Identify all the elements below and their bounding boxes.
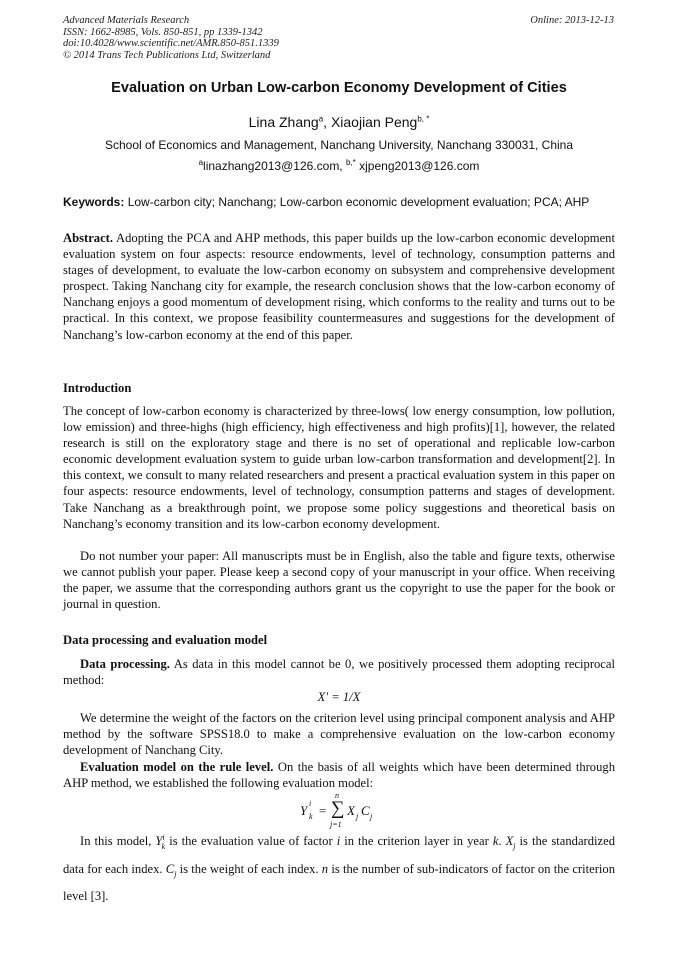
keywords-text: Low-carbon city; Nanchang; Low-carbon economic development evaluation; PCA; AHP <box>127 195 590 209</box>
inline-math: C <box>165 861 175 876</box>
explanation-text: is the weight of each index. <box>176 861 322 876</box>
introduction-paragraph: The concept of low-carbon economy is characterized by three-lows( low energy consumption, low pollution, low emission) and three-highs (high efficiency, high effectiveness and high profits)[1], however, the related research is still on the exploratory stage and there is no set of operational and replicable low-carbon economic development evaluation system to guide urban low-carbon transformation and development[2]. In this context, we consult to many related researchers and present a practical evaluation system in this paper on four aspects: resource endowments, level of technology, consumption patterns and stages of development. Take Nanchang as a breakthrough point, we propose some policy suggestions and theoretical basis on Nanchang’s economy transition and its low-carbon economy development. <box>63 404 615 531</box>
data-processing-label: Data processing. <box>80 657 170 671</box>
authors-line <box>0 114 678 130</box>
abstract-text: Adopting the PCA and AHP methods, this paper builds up the low-carbon economic development evaluation system on four aspects: resource endowments, level of technology, consumption patterns and stages of development, to evaluate the low-carbon economy on subsystem and comprehensive development prospect. Taking Nanchang city for example, the research conclusion shows that the low-carbon economy of Nanchang enjoys a good momentum of development rising, which conforms to the reality and turns out to be practical. In this context, we propose feasibility countermeasures and suggestions for the development of Nanchang’s low-carbon economy at the end of this paper. <box>63 231 615 342</box>
email-address: xjpeng2013@126.com <box>359 159 480 173</box>
author-separator: , <box>323 114 331 130</box>
emails-line <box>0 159 678 173</box>
inline-math-sub: k <box>161 841 166 851</box>
inline-math: i <box>336 834 341 848</box>
explanation-text: . <box>498 834 506 848</box>
explanation-text: in the criterion layer in year <box>340 834 493 848</box>
online-date: Online: 2013-12-13 <box>530 15 614 26</box>
inline-math-sub: j <box>513 841 516 851</box>
introduction-heading: Introduction <box>63 381 132 395</box>
author-name: Lina Zhang <box>248 114 319 130</box>
weight-paragraph: We determine the weight of the factors on the criterion level using principal component analysis and AHP method by the software SPSS18.0 to make a comprehensive evaluation on the low-carbon economy development of Nanchang City. <box>63 711 615 758</box>
keywords-line <box>63 195 623 209</box>
evaluation-model-text: On the basis of all weights which have been determined through AHP method, we established the following evaluation model: <box>63 760 615 791</box>
issn-line: ISSN: 1662-8985, Vols. 850-851, pp 1339-1342 <box>63 26 263 38</box>
summation-symbol: ∑ <box>331 798 345 819</box>
equation-variable: X <box>347 803 355 818</box>
equation-variable: C <box>361 803 370 818</box>
explanation-text: is the evaluation value of factor <box>165 834 337 848</box>
equation-lhs-sup: i <box>309 799 312 808</box>
doi-line: doi:10.4028/www.scientific.net/AMR.850-851.1339 <box>63 38 279 49</box>
author-superscript: a <box>318 114 324 124</box>
equation-lhs: Y <box>300 803 308 818</box>
journal-header <box>63 15 279 61</box>
model-explanation-paragraph <box>63 830 615 907</box>
data-processing-paragraph <box>63 656 615 688</box>
evaluation-model-label: Evaluation model on the rule level. <box>80 760 274 774</box>
email-address: linazhang2013@126.com, <box>203 159 343 173</box>
abstract-paragraph <box>63 230 615 343</box>
email-superscript: b,* <box>346 158 356 167</box>
inline-math: X <box>505 834 514 848</box>
inline-math-sub: j <box>174 869 177 879</box>
author-name: Xiaojian Peng <box>330 114 418 130</box>
equation-upper-limit: n <box>335 791 339 800</box>
inline-math-sup: i <box>162 832 165 842</box>
data-processing-text: As data in this model cannot be 0, we positively processed them adopting reciprocal method: <box>63 657 615 688</box>
equation-lower-limit: j=1 <box>330 820 342 829</box>
inline-math: Y <box>155 834 163 848</box>
data-section-heading: Data processing and evaluation model <box>63 633 268 647</box>
explanation-text: is the number of sub-indicators of factor on the criterion level [3]. <box>63 861 615 904</box>
reciprocal-equation: X′ = 1/X <box>317 690 361 704</box>
equation-variable-sub: j <box>370 812 373 821</box>
inline-math: n <box>321 861 329 876</box>
journal-name: Advanced Materials Research <box>63 15 190 26</box>
evaluation-model-paragraph <box>63 759 615 791</box>
author-superscript: b, * <box>417 114 430 124</box>
introduction-paragraph: Do not number your paper: All manuscripts must be in English, also the table and figure texts, otherwise we cannot publish your paper. Please keep a second copy of your manuscript in your office. When receiving the paper, we assume that the corresponding authors grant us the copyright to use the paper for the book or journal in question. <box>63 549 615 612</box>
evaluation-equation <box>298 792 388 830</box>
equation-lhs-sub: k <box>309 812 313 821</box>
keywords-label: Keywords: <box>63 195 125 209</box>
email-superscript: a <box>198 158 204 167</box>
abstract-label: Abstract. <box>63 231 114 245</box>
affiliation: School of Economics and Management, Nanchang University, Nanchang 330031, China <box>104 138 574 152</box>
equation-equals: = <box>319 803 327 818</box>
paper-title: Evaluation on Urban Low-carbon Economy Development of Cities <box>111 80 567 96</box>
inline-math: k <box>492 834 499 848</box>
explanation-text: is the standardized data for each index. <box>63 834 616 876</box>
explanation-text: In this model, <box>80 834 156 848</box>
equation-variable-sub: j <box>356 812 359 821</box>
copyright-line: © 2014 Trans Tech Publications Ltd, Switzerland <box>63 49 271 61</box>
